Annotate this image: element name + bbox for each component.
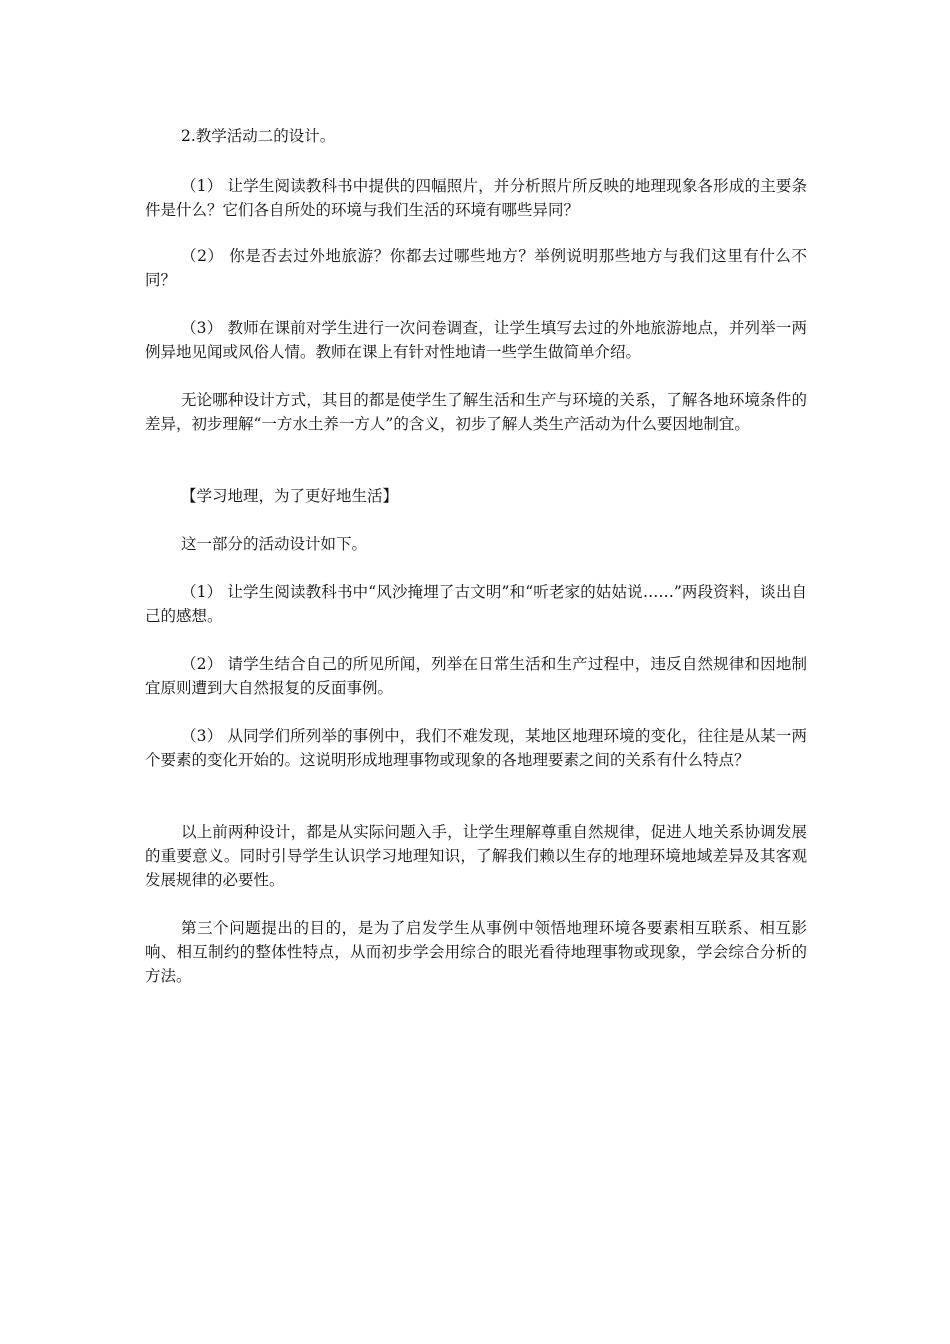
paragraph-activity-item-2: （2） 你是否去过外地旅游？你都去过哪些地方？举例说明那些地方与我们这里有什么不同？ — [145, 247, 807, 289]
paragraph-section-intro: 这一部分的活动设计如下。 — [181, 535, 368, 553]
section-heading: 【学习地理，为了更好地生活】 — [181, 487, 399, 505]
paragraph-activity-item-1: （1） 让学生阅读教科书中提供的四幅照片，并分析照片所反映的地理现象各形成的主要条件是什么？它们各自所处的环境与我们生活的环境有哪些异同？ — [145, 177, 807, 219]
heading-activity-two: 2.教学活动二的设计。 — [181, 127, 336, 145]
paragraph-design-summary: 以上前两种设计，都是从实际问题入手，让学生理解尊重自然规律，促进人地关系协调发展的重要意义。同时引导学生认识学习地理知识，了解我们赖以生存的地理环境地域差异及其客观发展规律的必要性。 — [145, 823, 807, 889]
paragraph-third-question-purpose: 第三个问题提出的目的，是为了启发学生从事例中领悟地理环境各要素相互联系、相互影响、相互制约的整体性特点，从而初步学会用综合的眼光看待地理事物或现象，学会综合分析的方法。 — [145, 919, 807, 985]
paragraph-activity-item-3: （3） 教师在课前对学生进行一次问卷调查，让学生填写去过的外地旅游地点，并列举一两例异地见闻或风俗人情。教师在课上有针对性地请一些学生做简单介绍。 — [145, 319, 807, 361]
paragraph-design-purpose: 无论哪种设计方式，其目的都是使学生了解生活和生产与环境的关系，了解各地环境条件的差异，初步理解“一方水土养一方人”的含义，初步了解人类生产活动为什么要因地制宜。 — [145, 391, 807, 433]
paragraph-section-item-3: （3） 从同学们所列举的事例中，我们不难发现，某地区地理环境的变化，往往是从某一两个要素的变化开始的。这说明形成地理事物或现象的各地理要素之间的关系有什么特点？ — [145, 727, 807, 769]
paragraph-section-item-1: （1） 让学生阅读教科书中“风沙掩埋了古文明”和“听老家的姑姑说……”两段资料，谈出自己的感想。 — [145, 583, 807, 625]
paragraph-section-item-2: （2） 请学生结合自己的所见所闻，列举在日常生活和生产过程中，违反自然规律和因地制宜原则遭到大自然报复的反面事例。 — [145, 655, 807, 697]
